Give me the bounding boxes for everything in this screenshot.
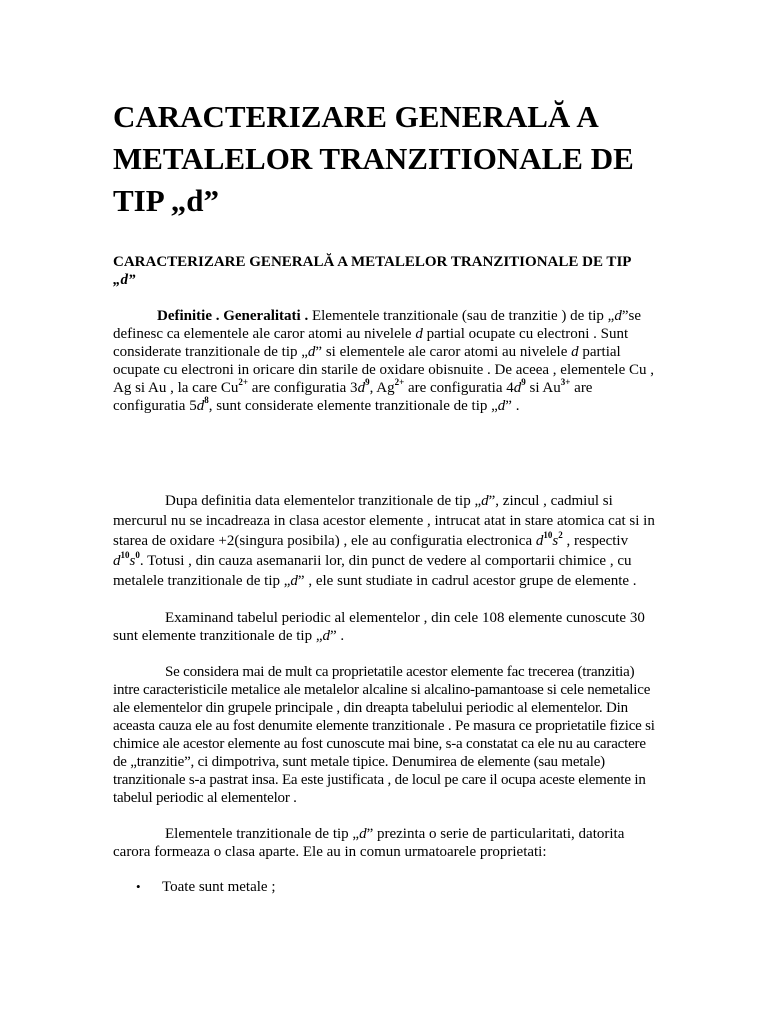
text-run: are configuratia 3 [248, 380, 358, 396]
document-title: CARACTERIZARE GENERALĂ A METALELOR TRANZITIONALE DE TIP „d” [113, 99, 634, 218]
section-heading [113, 253, 658, 289]
superscript-exponent: 9 [365, 377, 370, 387]
text-run: ”, zincul , cadmiul si mercurul nu se incadreaza in clasa acestor elemente , intrucat atat in stare atomica cat si in starea de oxidare +2(singura posibila) , ele au configuratia electronica [113, 493, 655, 549]
superscript-exponent: 0 [135, 550, 140, 560]
text-run: Elementele tranzitionale (sau de tranzitie ) de tip „ [308, 308, 615, 324]
text-run: ”se definesc ca elementele ale caror atomi au nivelele [113, 308, 641, 342]
text-run: ” . [330, 628, 345, 644]
superscript-exponent: 10 [120, 550, 130, 560]
superscript-exponent: 8 [204, 395, 209, 405]
superscript-charge: 2+ [238, 377, 249, 387]
italic-d: d [322, 628, 331, 644]
paragraph-tranzitie: Se considera mai de mult ca proprietatile acestor elemente fac trecerea (tranzitia) intre caracteristicile metalice ale metalelor alcaline si alcalino-pamantoase si cele nemetalice ale elementelor din grupele principale , din dreapta tabelului periodic al elementelor. Din aceasta cauza ele au fost denumite elemente tranzitionale . Pe masura ce proprietatile fizice si chimice ale acestor elemente au fost cunoscute mai bine, s-a constatat ca ele nu au caractere de „tranzitie”, ci dimpotriva, sunt metale tipice. Denumirea de elemente (sau metale) tranzitionale s-a pastrat insa. Ea este justificata , de locul pe care il ocupa aceste elemente in tabelul periodic al elementelor . [113, 664, 655, 806]
text-run: Dupa definitia data elementelor tranzitionale de tip „ [165, 493, 482, 509]
italic-d: d [571, 344, 579, 360]
text-run: , sunt considerate elemente tranzitionale de tip „ [208, 398, 498, 414]
text-run: Elementele tranzitionale de tip „ [165, 826, 360, 842]
italic-d: d [497, 398, 506, 414]
text-run: , Ag [369, 380, 395, 396]
text-run: ” . [505, 398, 520, 414]
paragraph-tabel-periodic [113, 609, 658, 645]
italic-d: d [614, 308, 622, 324]
text-run: , respectiv [562, 533, 629, 549]
text-run: . Totusi , din cauza asemanarii lor, din punct de vedere al comportarii chimice , cu metalele tranzitionale de tip „ [113, 553, 632, 589]
italic-d: d [535, 533, 544, 549]
paragraph-definitie [113, 307, 658, 415]
italic-d: d [196, 398, 205, 414]
list-item-text: Toate sunt metale ; [162, 879, 276, 895]
section-heading-d: „d” [113, 272, 136, 288]
italic-d: d [359, 826, 367, 842]
text-run: si Au [525, 380, 561, 396]
superscript-exponent: 10 [543, 530, 553, 540]
text-run: are configuratia 4 [404, 380, 514, 396]
italic-s: s [129, 553, 136, 569]
superscript-charge: 3+ [560, 377, 571, 387]
section-heading-text: CARACTERIZARE GENERALĂ A METALELOR TRANZITIONALE DE TIP [113, 254, 632, 270]
italic-d: d [415, 326, 423, 342]
superscript-charge: 2+ [394, 377, 405, 387]
italic-d: d [290, 573, 298, 589]
italic-s: s [552, 533, 559, 549]
italic-d: d [513, 380, 522, 396]
text-run: ” prezinta o serie de particularitati, datorita carora formeaza o clasa aparte. Ele au in comun urmatoarele proprietati: [113, 826, 625, 860]
italic-d: d [307, 344, 316, 360]
text-run: ” , ele sunt studiate in cadrul acestor grupe de elemente . [297, 573, 637, 589]
text-run: ” si elementele ale caror atomi au nivelele [315, 344, 572, 360]
text-run: partial ocupate cu electroni in oricare din starile de oxidare obisnuite . De aceea , elementele Cu , Ag si Au , la care Cu [113, 344, 655, 396]
superscript-exponent: 2 [558, 530, 563, 540]
italic-d: d [357, 380, 366, 396]
paragraph-proprietati [113, 825, 658, 861]
definition-lead: Definitie . Generalitati . [157, 308, 309, 324]
text-run: partial ocupate cu electroni . Sunt considerate tranzitionale de tip „ [113, 326, 629, 360]
text-run: Examinand tabelul periodic al elementelor , din cele 108 elemente cunoscute 30 sunt elemente tranzitionale de tip „ [113, 610, 645, 644]
paragraph-zinc-cadmiu [113, 491, 658, 591]
superscript-exponent: 9 [521, 377, 526, 387]
italic-d: d [481, 493, 489, 509]
bullet-icon: • [136, 879, 141, 894]
italic-d: d [113, 553, 121, 569]
text-run: are configuratia 5 [113, 380, 593, 414]
